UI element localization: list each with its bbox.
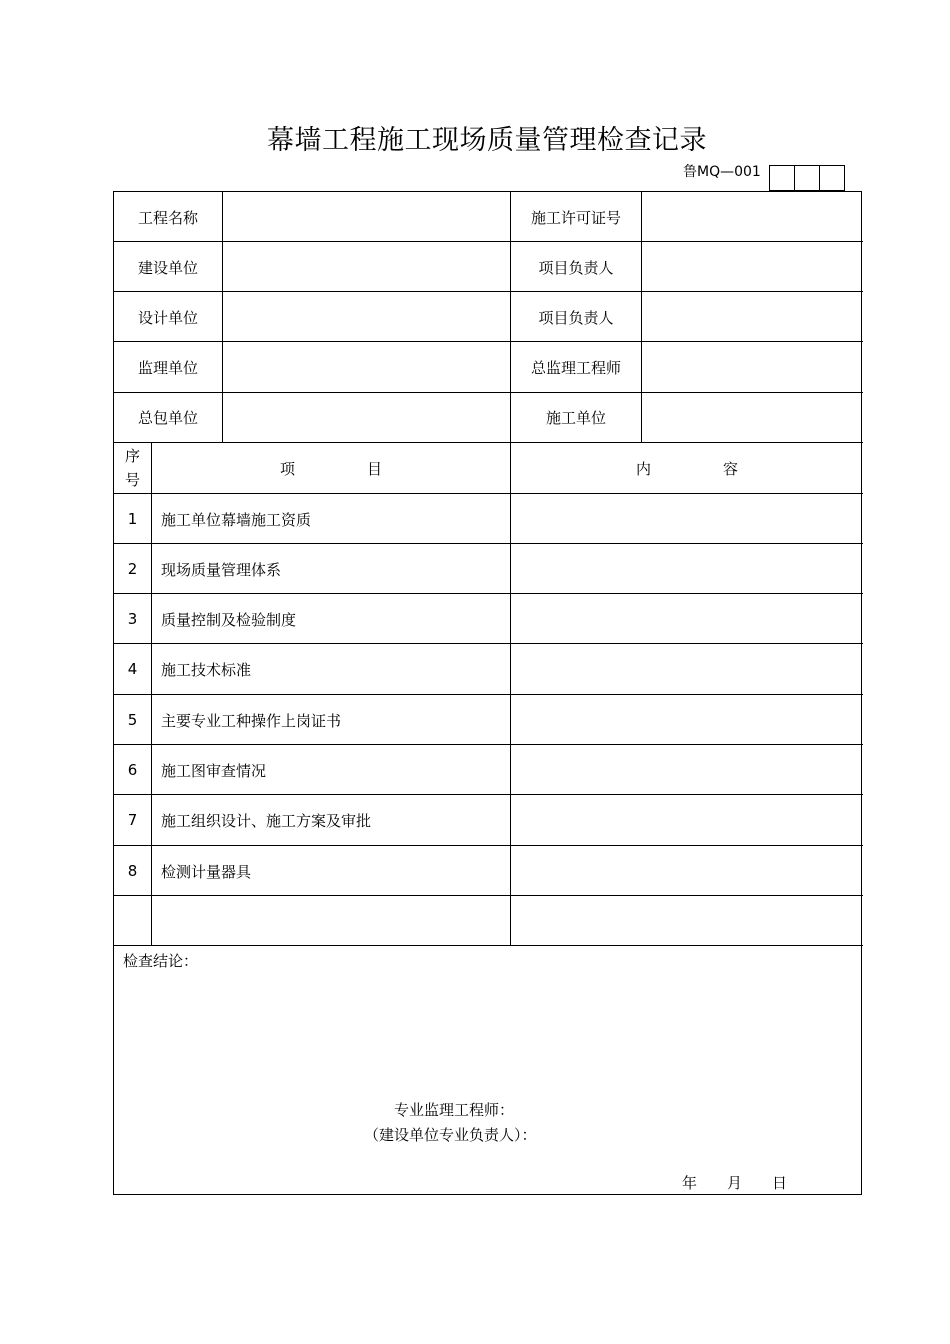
- general-contractor-label: 总包单位: [137, 408, 198, 427]
- item-content-field[interactable]: [511, 594, 863, 644]
- chief-supervisor-label: 总监理工程师: [530, 358, 621, 377]
- design-project-lead-label: 项目负责人: [538, 308, 614, 327]
- content-header: [511, 443, 863, 493]
- supervision-unit-field[interactable]: [223, 342, 510, 392]
- general-contractor-field[interactable]: [223, 392, 510, 442]
- form-number-box[interactable]: [819, 165, 845, 191]
- construction-unit-label: 施工单位: [545, 408, 606, 427]
- supervision-unit-label: 监理单位: [137, 358, 198, 377]
- seq-header-char-2: 号: [124, 471, 140, 489]
- item-content-field[interactable]: [511, 846, 863, 896]
- design-unit-field[interactable]: [223, 292, 510, 342]
- permit-number-label: 施工许可证号: [530, 208, 621, 227]
- item-content-field[interactable]: [511, 695, 863, 745]
- page-title: 幕墙工程施工现场质量管理检查记录: [267, 125, 707, 156]
- item-no-blank[interactable]: [114, 896, 151, 946]
- seq-header: [114, 443, 151, 493]
- item-name: 施工组织设计、施工方案及审批: [161, 811, 372, 830]
- item-no: 7: [127, 811, 138, 829]
- item-no: 8: [127, 862, 138, 880]
- form-number-box[interactable]: [794, 165, 819, 191]
- year-label: 年: [682, 1174, 698, 1192]
- item-name: 现场质量管理体系: [161, 560, 282, 579]
- item-content-field[interactable]: [511, 795, 863, 845]
- item-name-blank[interactable]: [152, 896, 510, 946]
- supervisor-signature-label: 专业监理工程师：: [394, 1101, 515, 1119]
- item-name: 检测计量器具: [161, 862, 252, 881]
- form-code: 鲁MQ—001: [683, 164, 761, 180]
- item-content-field[interactable]: [511, 896, 863, 946]
- conclusion-label: 检查结论：: [123, 952, 199, 970]
- item-content-field[interactable]: [511, 644, 863, 694]
- owner-lead-signature-label: （建设单位专业负责人）：: [364, 1126, 537, 1144]
- owner-project-lead-label: 项目负责人: [538, 258, 614, 277]
- permit-number-field[interactable]: [642, 192, 862, 242]
- seq-header-char-1: 序: [124, 447, 140, 465]
- content-header-text: 内容: [635, 459, 810, 478]
- item-no: 2: [127, 560, 138, 578]
- owner-unit-field[interactable]: [223, 242, 510, 292]
- form-number-box[interactable]: [769, 165, 794, 191]
- item-no: 6: [127, 761, 138, 779]
- owner-project-lead-field[interactable]: [642, 242, 862, 292]
- chief-supervisor-field[interactable]: [642, 342, 862, 392]
- item-header: [152, 443, 510, 493]
- item-name: 主要专业工种操作上岗证书: [161, 711, 342, 730]
- item-name: 施工图审查情况: [161, 761, 267, 780]
- item-no: 5: [127, 711, 138, 729]
- item-no: 1: [127, 510, 138, 528]
- design-project-lead-field[interactable]: [642, 292, 862, 342]
- form-number-boxes: [769, 165, 845, 190]
- inspection-form-table: [113, 191, 862, 1195]
- owner-unit-label: 建设单位: [137, 258, 198, 277]
- item-name: 施工技术标准: [161, 660, 252, 679]
- project-name-field[interactable]: [223, 192, 510, 242]
- date-line: [682, 1172, 817, 1193]
- construction-unit-field[interactable]: [642, 392, 862, 442]
- item-no: 4: [127, 660, 138, 678]
- design-unit-label: 设计单位: [137, 308, 198, 327]
- item-name: 施工单位幕墙施工资质: [161, 510, 312, 529]
- item-content-field[interactable]: [511, 544, 863, 594]
- month-label: 月: [727, 1174, 743, 1192]
- item-name: 质量控制及检验制度: [161, 610, 297, 629]
- item-content-field[interactable]: [511, 494, 863, 544]
- item-content-field[interactable]: [511, 745, 863, 795]
- day-label: 日: [772, 1174, 788, 1192]
- project-name-label: 工程名称: [137, 208, 198, 227]
- item-header-text: 项目: [279, 459, 454, 478]
- item-no: 3: [127, 610, 138, 628]
